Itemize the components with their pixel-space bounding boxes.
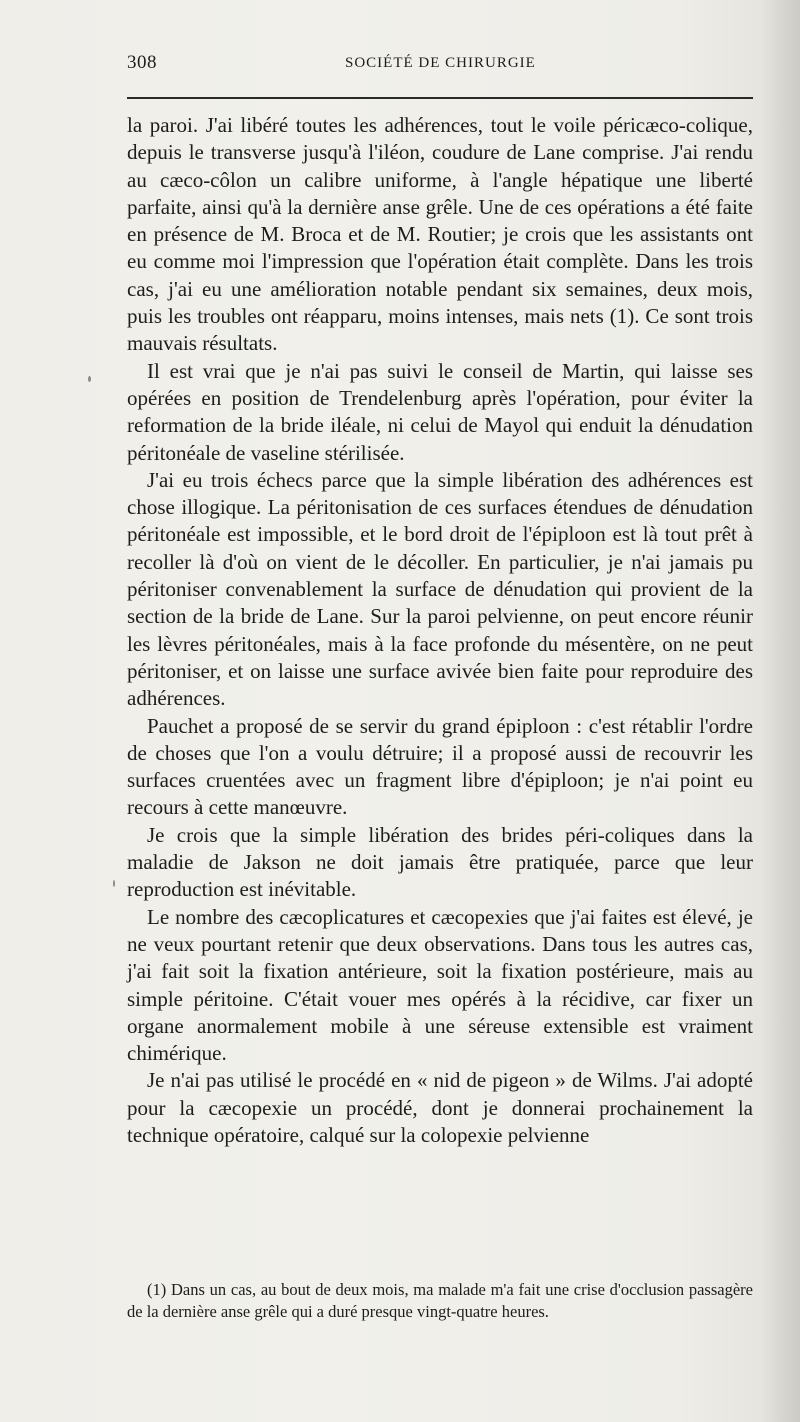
paper-speck — [113, 880, 115, 887]
paper-speck — [88, 376, 91, 382]
paragraph: J'ai eu trois échecs parce que la simple libération des adhérences est chose illogique. La péritonisation de ces surfaces étendues de dénudation péritonéale est impossible, et le bord droit de l'épiploon est là tout prêt à recoller là d'où on vient de le décoller. En particulier, je n'ai jamais pu péritoniser convenablement la surface de dénudation qui provient de la section de la bride de Lane. Sur la paroi pelvienne, on peut encore réunir les lèvres péritonéales, mais à la face profonde du mésentère, on ne peut péritoniser, et on laisse une surface avivée bien faite pour reproduire des adhérences. — [127, 467, 753, 711]
paragraph: Pauchet a proposé de se servir du grand épiploon : c'est rétablir l'ordre de choses que l'on a voulu détruire; il a proposé aussi de recouvrir les surfaces cruentées avec un fragment libre d'épiploon; je n'ai point eu recours à cette manœuvre. — [127, 713, 753, 820]
footnote: (1) Dans un cas, au bout de deux mois, ma malade m'a fait une crise d'occlusion passagère de la dernière anse grêle qui a duré presque vingt-quatre heures. — [127, 1280, 753, 1321]
page-header — [127, 52, 753, 78]
paragraph: Il est vrai que je n'ai pas suivi le conseil de Martin, qui laisse ses opérées en position de Trendelenburg après l'opération, pour éviter la reformation de la bride iléale, ni celui de Mayol qui enduit la dénudation péritonéale de vaseline stérilisée. — [127, 358, 753, 465]
paragraph: Le nombre des cæcoplicatures et cæcopexies que j'ai faites est élevé, je ne veux pourtant retenir que deux observations. Dans tous les autres cas, j'ai fait soit la fixation antérieure, soit la fixation postérieure, mais au simple péritoine. C'était vouer mes opérés à la récidive, car fixer un organe anormalement mobile à une séreuse extensible est vraiment chimérique. — [127, 904, 753, 1066]
page-gutter-shadow — [760, 0, 800, 1422]
body-text — [127, 112, 753, 1149]
running-title: SOCIÉTÉ DE CHIRURGIE — [345, 55, 536, 71]
paragraph: la paroi. J'ai libéré toutes les adhérences, tout le voile péricæco-colique, depuis le transverse jusqu'à l'iléon, coudure de Lane comprise. J'ai rendu au cæco-côlon un calibre uniforme, à l'angle hépatique une liberté parfaite, ainsi qu'à la dernière anse grêle. Une de ces opérations a été faite en présence de M. Broca et de M. Routier; je crois que les assistants ont eu comme moi l'impression que l'opération était complète. Dans les trois cas, j'ai eu une amélioration notable pendant six semaines, deux mois, puis les troubles ont réapparu, moins intenses, mais nets (1). Ce sont trois mauvais résultats. — [127, 113, 753, 356]
header-rule — [127, 97, 753, 99]
paragraph: Je crois que la simple libération des brides péri-coliques dans la maladie de Jakson ne doit jamais être pratiquée, parce que leur reproduction est inévitable. — [127, 822, 753, 902]
page-number: 308 — [127, 52, 157, 73]
paragraph: Je n'ai pas utilisé le procédé en « nid de pigeon » de Wilms. J'ai adopté pour la cæcopexie un procédé, dont je donnerai prochainement la technique opératoire, calqué sur la colopexie pelvienne — [127, 1068, 753, 1147]
